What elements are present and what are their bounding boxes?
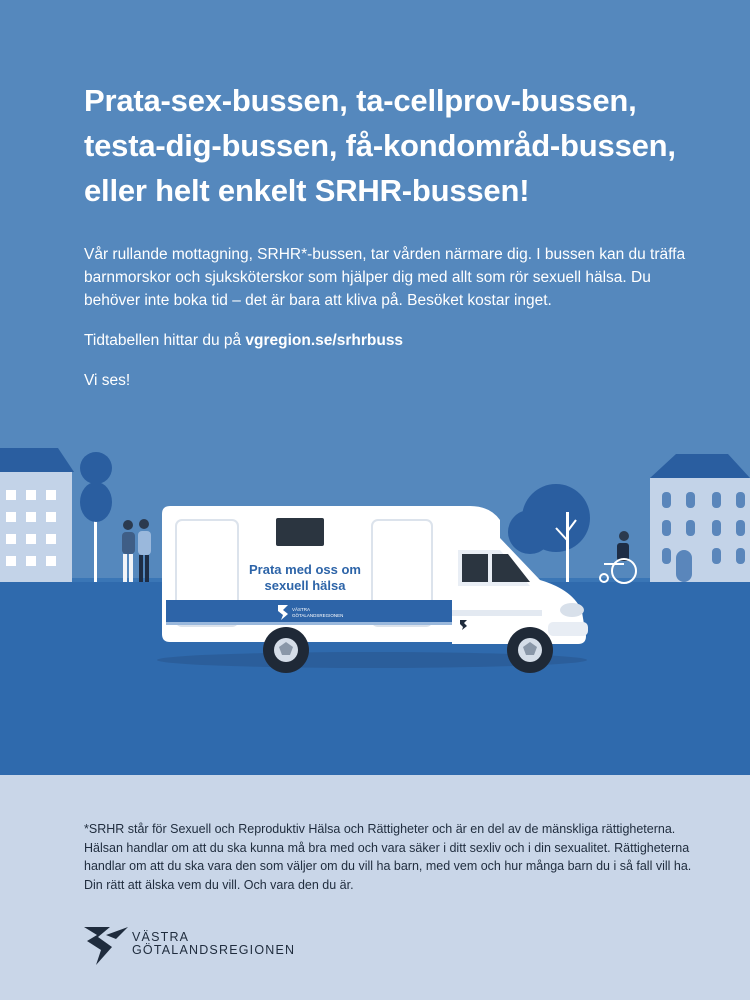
- vastra-gotalandsregionen-logo: [84, 925, 304, 975]
- intro-paragraph: Vår rullande mottagning, SRHR*-bussen, tar vården närmare dig. I bussen kan du träffa barnmorskor och sjuksköterskor som hjälper dig med allt som rör sexuell hälsa. Du behöver inte boka tid – det är bara att kliva på. Besöket kostar inget.: [84, 246, 686, 309]
- headline-line-2: testa-dig-bussen, få-kondområd-bussen,: [84, 128, 676, 163]
- bus-slogan-line-1: Prata med oss om: [249, 562, 361, 577]
- footnote-section: [0, 775, 750, 1000]
- vgr-logo-icon: [84, 925, 130, 969]
- logo-line-1: VÄSTRA: [132, 930, 190, 944]
- people-couple: [122, 519, 151, 582]
- left-building: [0, 448, 74, 582]
- street-scene-illustration: [0, 440, 750, 775]
- logo-line-2: GÖTALANDSREGIONEN: [132, 943, 296, 957]
- headline-line-1: Prata-sex-bussen, ta-cellprov-bussen,: [84, 83, 637, 118]
- front-wheel: [507, 627, 553, 673]
- logo-text: [132, 931, 295, 957]
- rear-wheel: [263, 627, 309, 673]
- timetable-prefix: Tidtabellen hittar du på: [84, 332, 246, 349]
- left-tree: [80, 452, 112, 582]
- srhr-footnote: *SRHR står för Sexuell och Reproduktiv Hälsa och Rättigheter och är en del av de mänskliga rättigheterna. Hälsan handlar om att du ska kunna må bra med och vara säker i ditt sexliv och i din sexualitet. Rättigheterna handlar om att du ska vara den som väljer om du vill ha barn, med vem och hur många barn du i så fall vill ha. Din rätt att älska vem du vill. Och vara den du är.: [84, 822, 692, 892]
- headline-line-3: eller helt enkelt SRHR-bussen!: [84, 173, 530, 208]
- right-building: [650, 454, 750, 582]
- bus-brand-line-2: GÖTALANDSREGIONEN: [292, 613, 344, 618]
- bus-brand-line-1: VÄSTRA: [292, 607, 311, 612]
- timetable-text: [84, 329, 694, 352]
- bus-slogan-line-2: sexuell hälsa: [264, 578, 346, 593]
- signoff-text: Vi ses!: [84, 372, 131, 389]
- timetable-link[interactable]: vgregion.se/srhrbuss: [245, 332, 404, 349]
- wheelchair-user: [600, 531, 636, 583]
- headline: [84, 78, 724, 213]
